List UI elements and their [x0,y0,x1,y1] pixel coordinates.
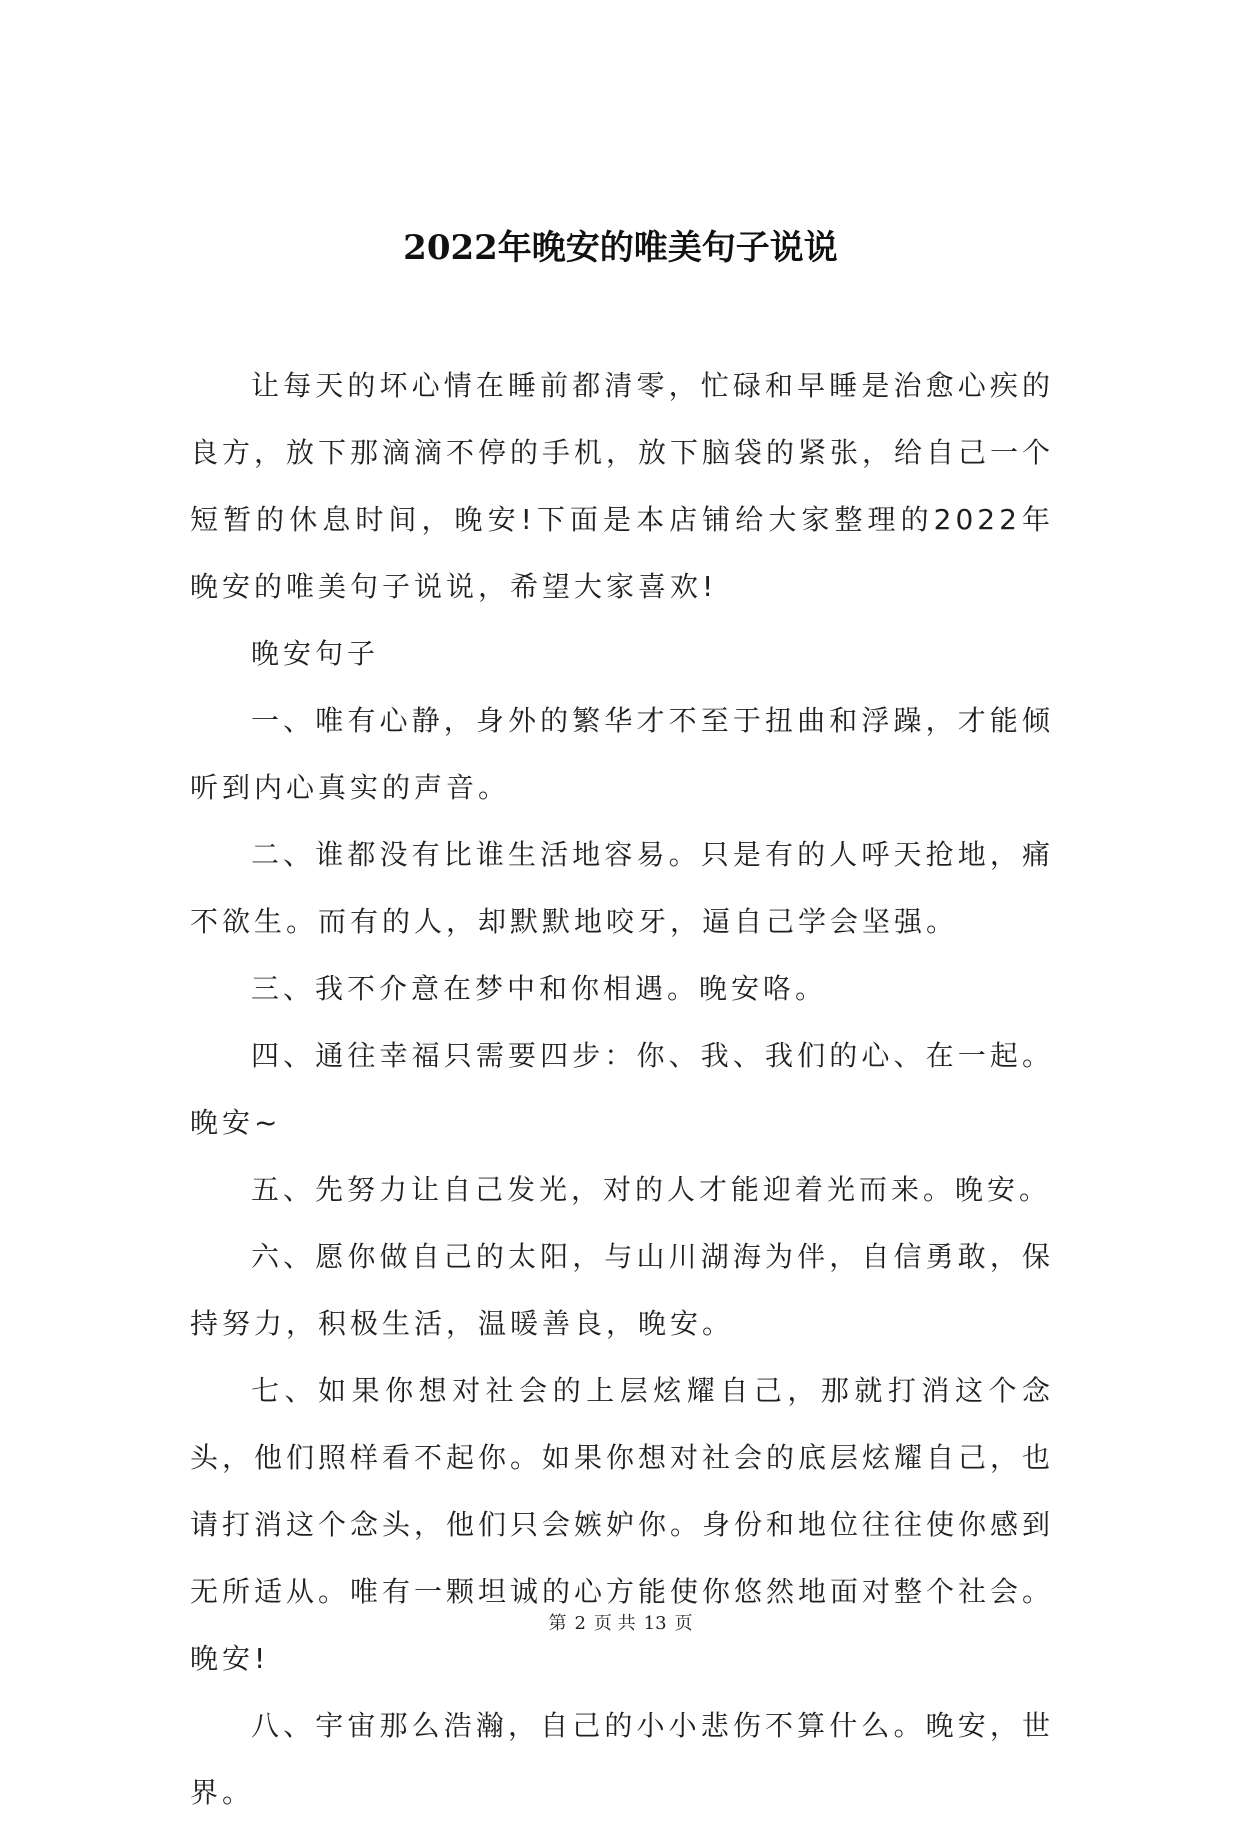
total-pages-number: 13 [643,1613,667,1634]
paragraph-item-6: 六、愿你做自己的太阳，与山川湖海为伴，自信勇敢，保持努力，积极生活，温暖善良，晚安。 [190,1240,1054,1340]
section-heading: 晚安句子 [251,637,380,670]
paragraph-item-1: 一、唯有心静，身外的繁华才不至于扭曲和浮躁，才能倾听到内心真实的声音。 [190,704,1054,804]
paragraph-item-7: 七、如果你想对社会的上层炫耀自己，那就打消这个念头，他们照样看不起你。如果你想对社会的底层炫耀自己，也请打消这个念头，他们只会嫉妒你。身份和地位往往使你感到无所适从。唯有一颗坦诚的心方能使你悠然地面对整个社会。晚安! [190,1374,1055,1675]
document-body [190,352,1054,1826]
paragraph-intro: 让每天的坏心情在睡前都清零，忙碌和早睡是治愈心疾的良方，放下那滴滴不停的手机，放下脑袋的紧张，给自己一个短暂的休息时间，晚安!下面是本店铺给大家整理的2022年晚安的唯美句子说说，希望大家喜欢! [190,369,1055,603]
paragraph-item-8: 八、宇宙那么浩瀚，自己的小小悲伤不算什么。晚安，世界。 [190,1709,1054,1809]
paragraph-item-4: 四、通往幸福只需要四步：你、我、我们的心、在一起。晚安~ [190,1039,1054,1139]
paragraph-item-5: 五、先努力让自己发光，对的人才能迎着光而来。晚安。 [251,1173,1052,1206]
paragraph-item-3: 三、我不介意在梦中和你相遇。晚安咯。 [251,972,828,1005]
paragraph-item-2: 二、谁都没有比谁生活地容易。只是有的人呼天抢地，痛不欲生。而有的人，却默默地咬牙，逼自己学会坚强。 [190,838,1054,938]
footer-mid: 页 共 [593,1613,636,1634]
page-number-footer [0,1612,1241,1636]
document-title: 2022年晚安的唯美句子说说 [403,228,838,268]
footer-suffix: 页 [674,1613,693,1634]
current-page-number: 2 [574,1613,586,1634]
footer-prefix: 第 [548,1613,567,1634]
